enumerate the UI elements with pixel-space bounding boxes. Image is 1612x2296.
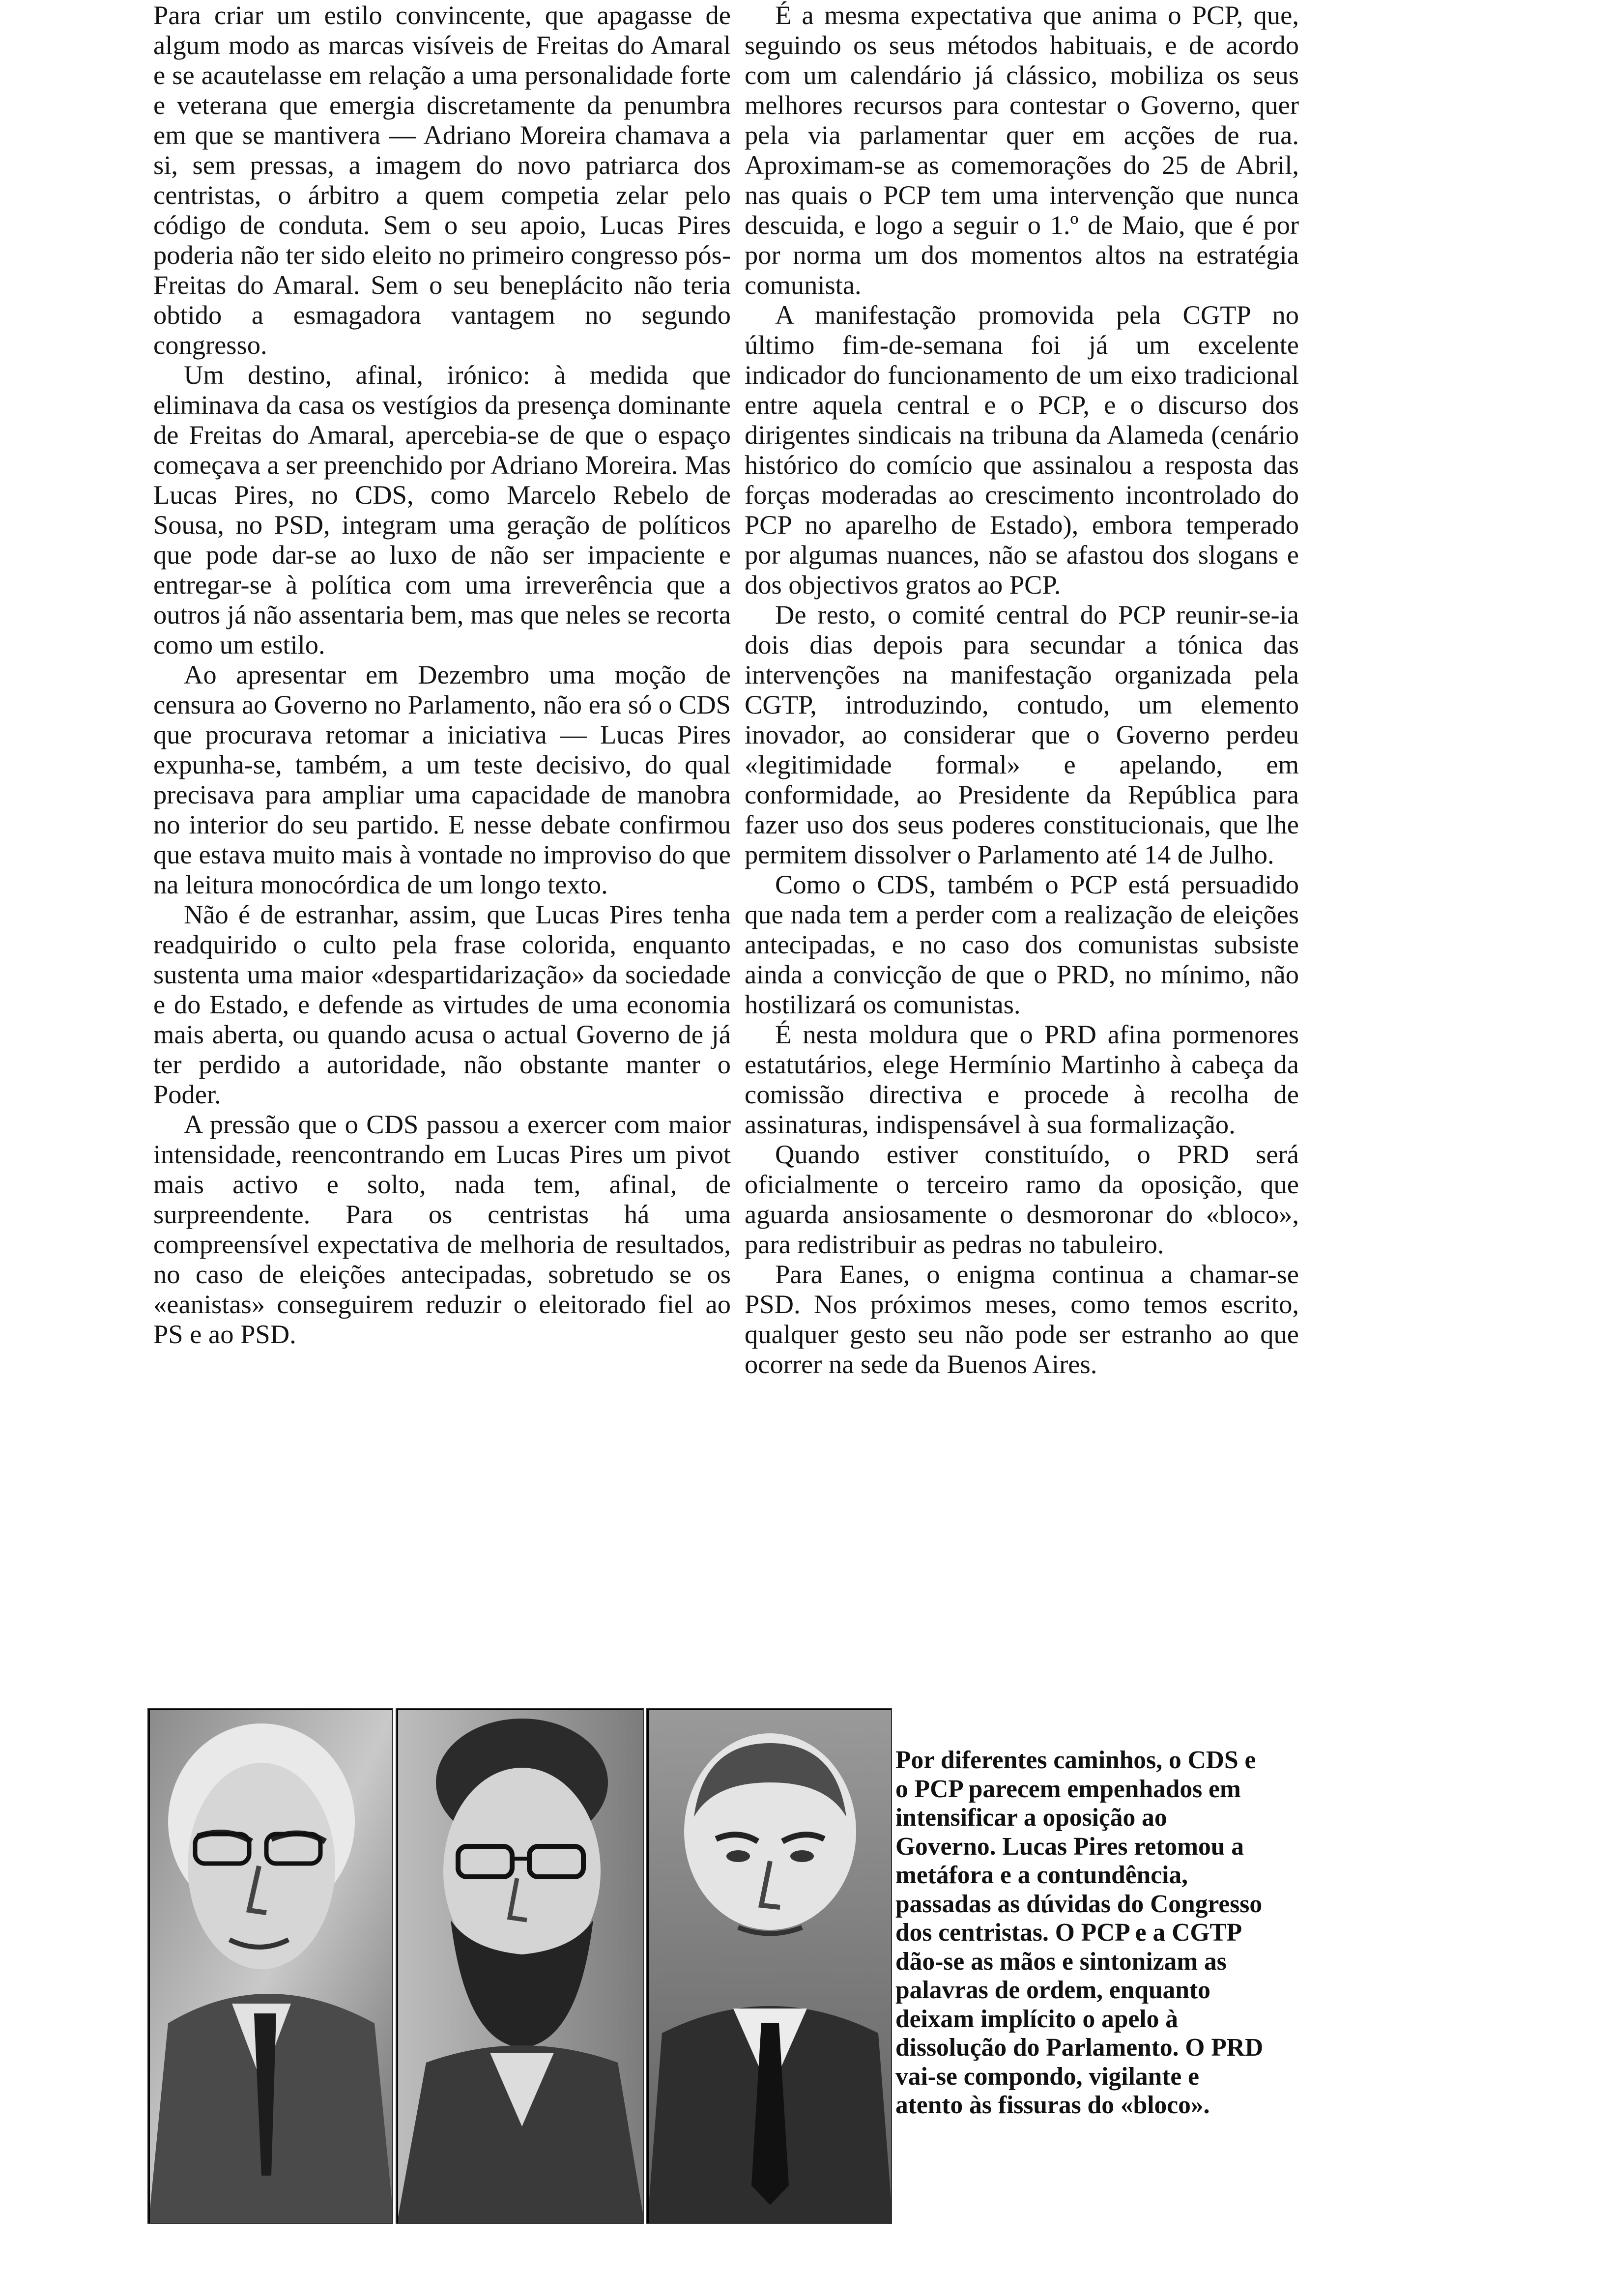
paragraph: A pressão que o CDS passou a exercer com maior intensidade, reencontrando em Lucas Pires um pivot mais activo e solto, nada tem, afinal, de surpreendente. Para os centristas há uma compreensível expectativa de melhoria de resultados, no caso de eleições antecipadas, sobretudo se os «eanistas» conseguirem reduzir o eleitorado fiel ao PS e ao PSD. xyxy=(153,1109,731,1349)
paragraph: É nesta moldura que o PRD afina pormenores estatutários, elege Hermínio Martinho à cabeça da comissão directiva e procede à recolha de assinaturas, indispensável à sua formalização. xyxy=(745,1019,1299,1139)
portrait-image-1 xyxy=(148,1709,393,2224)
paragraph: Não é de estranhar, assim, que Lucas Pires tenha readquirido o culto pela frase colorida, enquanto sustenta uma maior «despartidarização» da sociedade e do Estado, e defende as virtudes de uma economia mais aberta, ou quando acusa o actual Governo de já ter perdido a autoridade, não obstante manter o Poder. xyxy=(153,899,731,1109)
portrait-image-2 xyxy=(397,1709,644,2224)
paragraph: É a mesma expectativa que anima o PCP, que, seguindo os seus métodos habituais, e de acordo com um calendário já clássico, mobiliza os seus melhores recursos para contestar o Governo, quer pela via parlamentar quer em acções de rua. Aproximam-se as comemorações do 25 de Abril, nas quais o PCP tem uma intervenção que nunca descuida, e logo a seguir o 1.º de Maio, que é por por norma um dos momentos altos na estratégia comunista. xyxy=(745,0,1299,300)
article-left-column xyxy=(153,0,731,1349)
paragraph: Para Eanes, o enigma continua a chamar-se PSD. Nos próximos meses, como temos escrito, qualquer gesto seu não pode ser estranho ao que ocorrer na sede da Buenos Aires. xyxy=(745,1259,1299,1379)
portrait-photo-2 xyxy=(396,1708,644,2224)
article-right-column xyxy=(745,0,1299,1379)
paragraph: Ao apresentar em Dezembro uma moção de censura ao Governo no Parlamento, não era só o CDS que procurava retomar a iniciativa — Lucas Pires expunha-se, também, a um teste decisivo, do qual precisava para ampliar uma capacidade de manobra no interior do seu partido. E nesse debate confirmou que estava muito mais à vontade no improviso do que na leitura monocórdica de um longo texto. xyxy=(153,660,731,899)
portrait-image-3 xyxy=(647,1709,892,2224)
paragraph: De resto, o comité central do PCP reunir-se-ia dois dias depois para secundar a tónica das intervenções na manifestação organizada pela CGTP, introduzindo, contudo, um elemento inovador, ao considerar que o Governo perdeu «legitimidade formal» e apelando, em conformidade, ao Presidente da República para fazer uso dos seus poderes constitucionais, que lhe permitem dissolver o Parlamento até 14 de Julho. xyxy=(745,600,1299,869)
paragraph: Como o CDS, também o PCP está persuadido que nada tem a perder com a realização de eleições antecipadas, e no caso dos comunistas subsiste ainda a convicção de que o PRD, no mínimo, não hostilizará os comunistas. xyxy=(745,869,1299,1019)
paragraph: A manifestação promovida pela CGTP no último fim-de-semana foi já um excelente indicador do funcionamento de um eixo tradicional entre aquela central e o PCP, e o discurso dos dirigentes sindicais na tribuna da Alameda (cenário histórico do comício que assinalou a resposta das forças moderadas ao crescimento incontrolado do PCP no aparelho de Estado), embora temperado por algumas nuances, não se afastou dos slogans e dos objectivos gratos ao PCP. xyxy=(745,300,1299,600)
paragraph: Quando estiver constituído, o PRD será oficialmente o terceiro ramo da oposição, que aguarda ansiosamente o desmoronar do «bloco», para redistribuir as pedras no tabuleiro. xyxy=(745,1139,1299,1259)
paragraph: Para criar um estilo convincente, que apagasse de algum modo as marcas visíveis de Freitas do Amaral e se acautelasse em relação a uma personalidade forte e veterana que emergia discretamente da penumbra em que se mantivera — Adriano Moreira chamava a si, sem pressas, a imagem do novo patriarca dos centristas, o árbitro a quem competia zelar pelo código de conduta. Sem o seu apoio, Lucas Pires poderia não ter sido eleito no primeiro congresso pós-Freitas do Amaral. Sem o seu beneplácito não teria obtido a esmagadora vantagem no segundo congresso. xyxy=(153,0,731,360)
portrait-photo-1 xyxy=(147,1708,393,2224)
photo-strip xyxy=(147,1708,892,2224)
portrait-photo-3 xyxy=(646,1708,892,2224)
paragraph: Um destino, afinal, irónico: à medida que eliminava da casa os vestígios da presença dominante de Freitas do Amaral, apercebia-se de que o espaço começava a ser preenchido por Adriano Moreira. Mas Lucas Pires, no CDS, como Marcelo Rebelo de Sousa, no PSD, integram uma geração de políticos que pode dar-se ao luxo de não ser impaciente e entregar-se à política com uma irreverência que a outros já não assentaria bem, mas que neles se recorta como um estilo. xyxy=(153,360,731,660)
photo-caption: Por diferentes caminhos, o CDS e o PCP parecem empenhados em intensificar a oposição ao Governo. Lucas Pires retomou a metáfora e a contundência, passadas as dúvidas do Congresso dos centristas. O PCP e a CGTP dão-se as mãos e sintonizam as palavras de ordem, enquanto deixam implícito o apelo à dissolução do Parlamento. O PRD vai-se compondo, vigilante e atento às fissuras do «bloco». xyxy=(895,1746,1264,2119)
